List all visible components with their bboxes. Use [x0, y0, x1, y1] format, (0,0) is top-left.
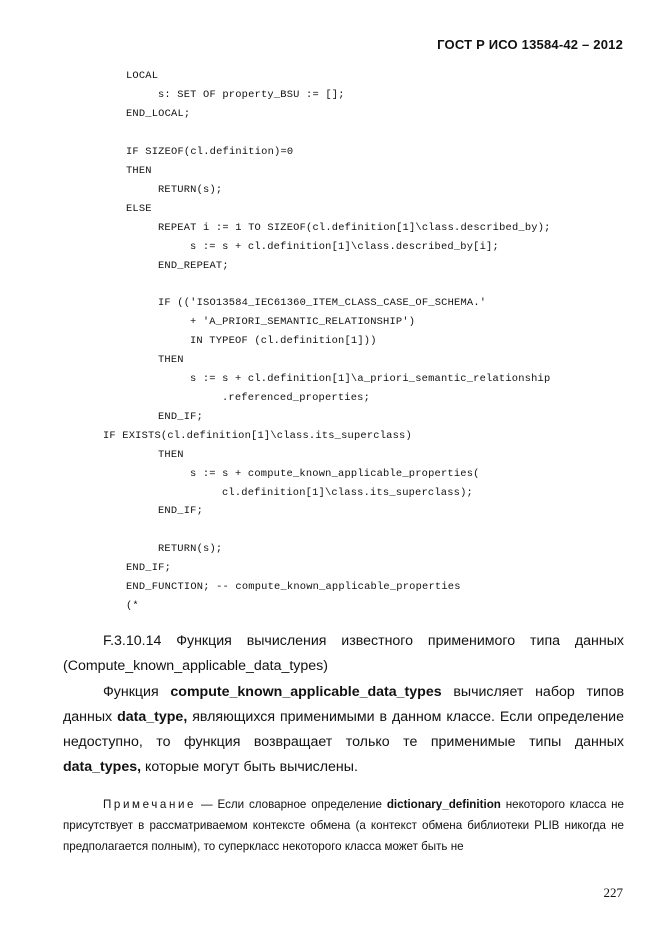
paragraph-text: являющихся применимыми в данном классе. Если определение недоступно, то функция возвращает только те применимые типы данных	[63, 709, 624, 750]
note-term: dictionary_definition	[386, 798, 501, 811]
code-line: REPEAT i := 1 TO SIZEOF(cl.definition[1]\class.described_by);	[158, 222, 551, 234]
note-paragraph	[63, 794, 624, 857]
code-line: THEN	[126, 165, 152, 177]
code-line: s: SET OF property_BSU := [];	[158, 89, 345, 101]
document-header: ГОСТ Р ИСО 13584-42 – 2012	[437, 37, 623, 52]
code-line: IF (('ISO13584_IEC61360_ITEM_CLASS_CASE_OF_SCHEMA.'	[158, 297, 487, 309]
note-label: Примечание	[103, 798, 197, 811]
code-line: s := s + cl.definition[1]\class.described_by[i];	[190, 241, 499, 253]
function-name: compute_known_applicable_data_types	[170, 684, 442, 700]
note-text: некоторого класса не присутствует в рассматриваемом контексте обмена (а контекст обмена библиотеки PLIB никогда не предполагается полным), то суперкласс некоторого класса может быть не	[63, 798, 624, 853]
code-line: END_IF;	[158, 505, 204, 517]
code-line: s := s + compute_known_applicable_properties(	[190, 468, 480, 480]
note-text: — Если словарное определение	[196, 798, 387, 811]
code-line: LOCAL	[126, 70, 159, 82]
type-name: data_types,	[63, 759, 142, 775]
paragraph-text: Функция	[103, 684, 171, 700]
code-line: THEN	[158, 354, 184, 366]
code-line: END_LOCAL;	[126, 108, 191, 120]
paragraph-text: вычисляет набор типов данных	[63, 684, 624, 725]
paragraph-text: которые могут быть вычислены.	[141, 759, 358, 775]
code-line: .referenced_properties;	[222, 392, 371, 404]
code-line: + 'A_PRIORI_SEMANTIC_RELATIONSHIP')	[190, 316, 416, 328]
section-paragraph	[63, 680, 624, 780]
code-line: cl.definition[1]\class.its_superclass);	[222, 487, 473, 499]
code-line: RETURN(s);	[158, 184, 223, 196]
code-line: s := s + cl.definition[1]\a_priori_semantic_relationship	[190, 373, 551, 385]
code-line: ELSE	[126, 203, 152, 215]
code-line: IF SIZEOF(cl.definition)=0	[126, 146, 294, 158]
code-line: END_REPEAT;	[158, 260, 229, 272]
code-line: END_FUNCTION; -- compute_known_applicable_properties	[126, 581, 461, 593]
code-line: (*	[126, 600, 139, 612]
code-line: IN TYPEOF (cl.definition[1]))	[190, 335, 377, 347]
type-name: data_type,	[117, 709, 188, 725]
code-line: THEN	[158, 449, 184, 461]
code-line: IF EXISTS(cl.definition[1]\class.its_superclass)	[103, 430, 412, 442]
page-number: 227	[603, 885, 623, 900]
section-heading: F.3.10.14 Функция вычисления известного применимого типа данных (Compute_known_applicable_data_types)	[63, 633, 624, 674]
code-line: RETURN(s);	[158, 543, 223, 555]
code-line: END_IF;	[158, 411, 204, 423]
code-line: END_IF;	[126, 562, 172, 574]
